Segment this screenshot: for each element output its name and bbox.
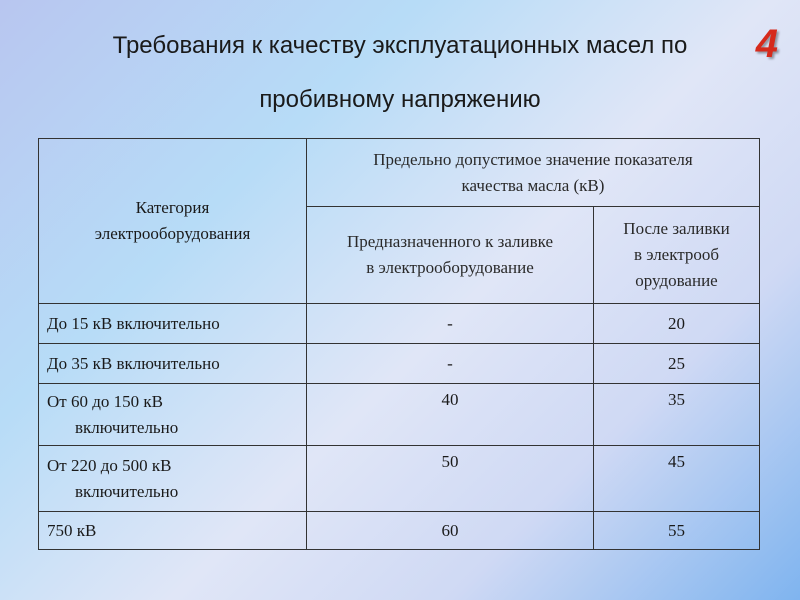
row-after-value: 55 [594, 512, 760, 550]
row-label [39, 384, 307, 446]
slide-title-line1: Требования к качеству эксплуатационных масел по [112, 32, 688, 59]
table-row [39, 446, 760, 512]
header-category-line1: Категория [135, 198, 210, 217]
header-after-fill [594, 207, 760, 304]
row-before-value: 50 [307, 446, 594, 512]
row-label-line1: До 35 кВ включительно [47, 353, 220, 373]
header-after-line2: в электрооб [633, 245, 720, 264]
row-after-value: 45 [594, 446, 760, 512]
table-row [39, 304, 760, 344]
row-after-value: 20 [594, 304, 760, 344]
header-before-line1: Предназначенного к заливке [346, 232, 554, 251]
table-row [39, 384, 760, 446]
row-after-value: 35 [594, 384, 760, 446]
header-after-line1: После заливки [623, 219, 730, 238]
row-label-line2: включительно [75, 481, 179, 501]
row-label [39, 512, 307, 550]
row-label [39, 304, 307, 344]
slide-title-line2: пробивному напряжению [259, 86, 541, 113]
header-limit [307, 139, 760, 207]
row-before-value: - [307, 304, 594, 344]
slide-number: 4 [755, 22, 778, 66]
row-label-line2: включительно [75, 417, 179, 437]
row-before-value: 60 [307, 512, 594, 550]
table-row [39, 512, 760, 550]
row-label [39, 344, 307, 384]
table-row [39, 344, 760, 384]
header-before-line2: в электрооборудование [366, 258, 534, 277]
row-before-value: 40 [307, 384, 594, 446]
header-category [39, 139, 307, 304]
row-label-line1: От 60 до 150 кВ [47, 391, 163, 411]
row-label [39, 446, 307, 512]
header-category-line2: электрооборудования [94, 224, 251, 243]
row-after-value: 25 [594, 344, 760, 384]
row-label-line1: 750 кВ [47, 520, 97, 540]
row-before-value: - [307, 344, 594, 384]
row-label-line1: До 15 кВ включительно [47, 313, 220, 333]
header-after-line3: орудование [635, 271, 718, 290]
header-limit-line1: Предельно допустимое значение показателя [373, 149, 693, 169]
oil-quality-table [38, 138, 760, 550]
header-limit-line2: качества масла (кВ) [461, 175, 605, 195]
header-before-fill [307, 207, 594, 304]
row-label-line1: От 220 до 500 кВ [47, 455, 172, 475]
